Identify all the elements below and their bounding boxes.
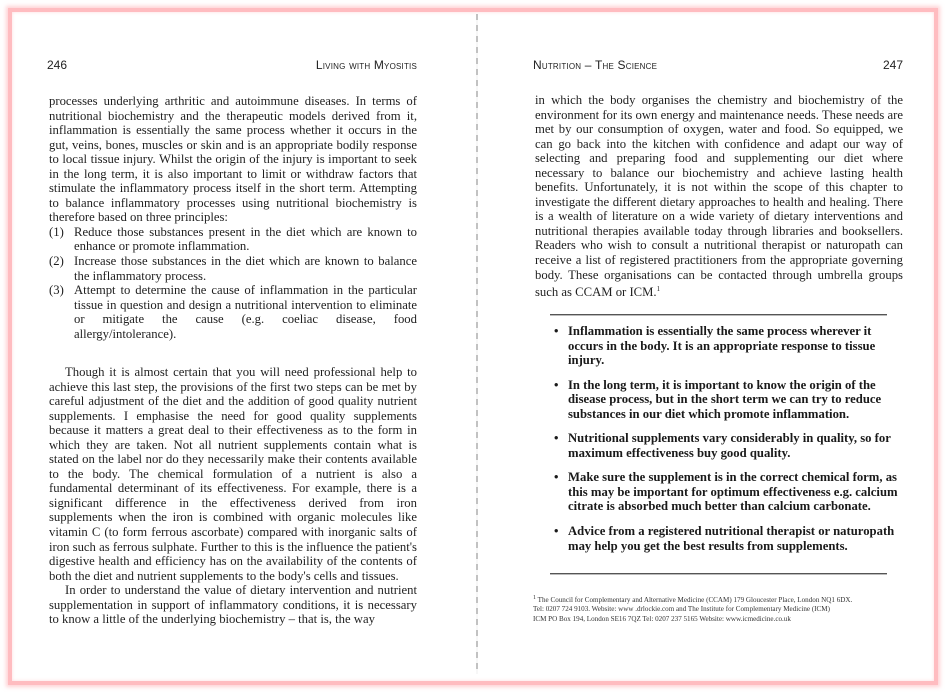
running-title: Living with Myositis xyxy=(315,58,417,72)
right-running-head xyxy=(535,58,903,74)
principle-number: (3) xyxy=(49,283,64,298)
key-point-text: Advice from a registered nutritional therapist or naturopath may help you get the best results from supplements. xyxy=(568,524,895,553)
key-points-box xyxy=(550,314,898,553)
key-point-text: Make sure the supplement is in the correct chemical form, as this may be important for optimum effectiveness e.g. calcium citrate is absorbed much better than calcium carbonate. xyxy=(568,470,898,514)
key-point xyxy=(554,470,899,514)
key-point xyxy=(554,431,899,460)
page-number: 247 xyxy=(882,58,903,72)
principle-item xyxy=(49,283,417,341)
key-point xyxy=(554,378,899,422)
left-body-top xyxy=(49,94,417,341)
right-body xyxy=(535,93,903,300)
bullet-icon: • xyxy=(554,324,559,338)
body-paragraph-text: in which the body organises the chemistry and biochemistry of the environment for its own energy and maintenance needs. These needs are met by our consumption of oxygen, water and food. So equipped, we can go back into the kitchen with confidence and adapt our way of selecting and preparing food and supplementing our diet where necessary to balance our biochemistry and achieve lasting health benefits. Unfortunately, it is not within the scope of this chapter to investigate the different dietary approaches to health and healing. There is a wealth of literature on a wide variety of dietary interventions and nutritional therapies available today through libraries and booksellers. Readers who wish to consult a nutritional therapist or naturopath can receive a list of registered practitioners from the appropriate governing body. These organisations can be contacted through umbrella groups such as CCAM or ICM. xyxy=(535,93,903,300)
bullet-icon: • xyxy=(554,377,559,392)
footnote-line xyxy=(533,594,905,605)
key-points-top-rule xyxy=(550,314,887,316)
key-point-text: Inflammation is essentially the same process wherever it occurs in the body. It is an appropriate response to tissue injury. xyxy=(568,324,876,368)
principles-list xyxy=(49,225,417,341)
key-point xyxy=(554,524,899,553)
page-number: 246 xyxy=(47,58,68,72)
footnote-line: Tel: 0207 724 9103. Website: www .drlockie.com and The Institute for Complementary Medicine (ICM) xyxy=(533,605,830,614)
principle-number: (2) xyxy=(49,254,64,269)
book-spine-fold xyxy=(476,14,478,674)
key-point-text: Nutritional supplements vary considerably in quality, so for maximum effectiveness buy good quality. xyxy=(568,431,891,460)
key-points-bottom-rule xyxy=(550,573,887,575)
footnote-line: ICM PO Box 194, London SE16 7QZ Tel: 0207 237 5165 Website: www.icmedicine.co.uk xyxy=(533,614,791,623)
footnote-marker: 1 xyxy=(533,595,536,601)
bullet-icon: • xyxy=(554,524,559,539)
principle-text: Increase those substances in the diet which are known to balance the inflammatory process. xyxy=(74,254,417,283)
body-paragraph: Though it is almost certain that you will need professional help to achieve this last step, the provisions of the first two steps can be met by careful adjustment of the diet and the addition of good quality nutrient supplements. I emphasise the need for good quality supplements because it matters a great deal to their effectiveness as to the form in which they are taken. Not all nutrient supplements contain what is stated on the label nor do they necessarily make their contents available to the body. The chemical formulation of a nutrient is also a fundamental determinant of its effectiveness. For example, there is a significant difference in the effectiveness derived from iron supplements when the iron is combined with organic molecules like vitamin C (to form ferrous ascorbate) compared with inorganic salts of iron such as ferrous sulphate. Further to this is the influence the patient's digestive health and efficiency has on the availability of the contents of both the diet and nutrient supplements to the body's cells and tissues. xyxy=(49,365,417,583)
bullet-icon: • xyxy=(554,431,559,446)
running-title: Nutrition – The Science xyxy=(533,58,658,72)
body-paragraph: In order to understand the value of dietary intervention and nutrient supplementation in support of inflammatory conditions, it is necessary to know a little of the underlying biochemistry – that is, the way xyxy=(49,583,417,627)
principle-text: Reduce those substances present in the diet which are known to enhance or promote inflammation. xyxy=(74,224,417,254)
left-running-head xyxy=(49,58,417,74)
principle-item xyxy=(49,254,417,283)
principle-item xyxy=(49,225,417,254)
bullet-icon: • xyxy=(554,470,559,485)
footnote xyxy=(533,594,905,624)
key-points-list xyxy=(554,324,899,563)
key-point-text: In the long term, it is important to know the origin of the disease process, but in the short term we can try to reduce substances in our diet which promote inflammation. xyxy=(568,377,882,421)
left-body-bottom xyxy=(49,365,417,627)
body-paragraph: processes underlying arthritic and autoimmune diseases. In terms of nutritional biochemistry and the therapeutic models derived from it, inflammation is essentially the same process whether it occurs in the gut, veins, bones, muscles or skin and is an appropriate bodily response to local tissue injury. Whilst the origin of the injury is important to seek in the long term, it is also important to limit or withdraw factors that stimulate the inflammatory process itself in the short term. Attempting to balance inflammatory processes using nutritional biochemistry is therefore based on three principles: xyxy=(49,94,417,225)
principle-number: (1) xyxy=(49,224,64,239)
key-point xyxy=(554,324,899,368)
footnote-text: The Council for Complementary and Alternative Medicine (CCAM) 179 Gloucester Place, London NQ1 6DX. xyxy=(537,596,853,604)
body-paragraph xyxy=(535,93,903,300)
principle-text: Attempt to determine the cause of inflammation in the particular tissue in question and design a nutritional intervention to eliminate or mitigate the cause (e.g. coeliac disease, food allergy/intolerance). xyxy=(74,283,417,341)
footnote-reference: 1 xyxy=(656,285,661,294)
